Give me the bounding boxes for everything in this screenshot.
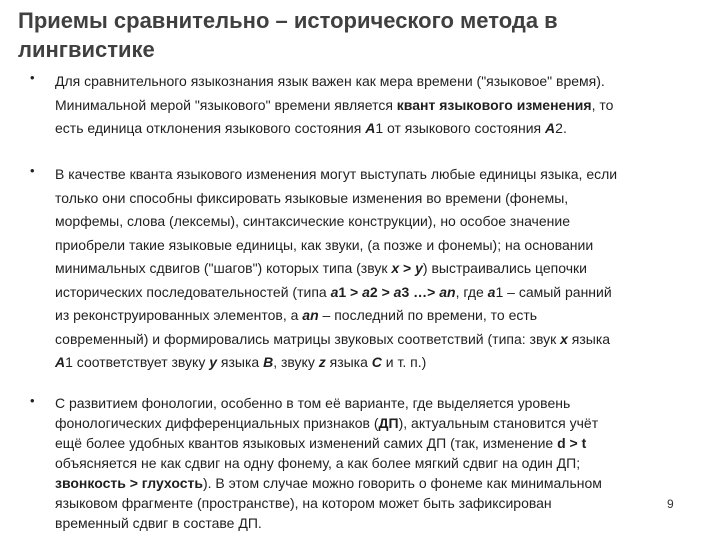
text-line: Минимальной мерой "языкового" времени является квант языкового изменения, то xyxy=(55,96,614,113)
text-line: морфемы, слова (лексемы), синтаксические конструкции), но особое значение xyxy=(55,213,570,229)
text-line: А1 соответствует звуку y языка В, звуку z языка С и т. п.) xyxy=(55,354,427,370)
text-line: приобрели такие языковые единицы, как звуки, (а позже и фонемы); на основании xyxy=(55,236,594,253)
bullet-marker: • xyxy=(30,163,35,178)
bullet-marker: • xyxy=(30,393,35,408)
text-line: С развитием фонологии, особенно в том её варианте, где выделяется уровень xyxy=(55,395,571,411)
text-line: Для сравнительного языкознания язык важен как мера времени ("языковое" время). xyxy=(55,73,605,89)
text-line: В качестве кванта языкового изменения могут выступать любые единицы языка, если xyxy=(55,166,618,182)
text-line: современный) и формировались матрицы звуковых соответствий (типа: звук x языка xyxy=(55,330,611,347)
bullet-text xyxy=(55,393,705,533)
text-line: исторических последовательностей (типа a1 > a2 > a3 …> an, где a1 – самый ранний xyxy=(55,283,612,300)
bullet-text xyxy=(55,70,705,141)
text-line: из реконструированных элементов, а an – последний по времени, то есть xyxy=(55,307,538,323)
slide-title: Приемы сравнительно – исторического метода в лингвистике xyxy=(18,8,558,62)
bullet-text xyxy=(55,163,705,375)
text-line: языковом фрагменте (пространстве), на котором может быть зафиксирован xyxy=(55,495,552,511)
text-line: ещё более удобных квантов языковых изменений самих ДП (так, изменение d > t xyxy=(55,435,587,451)
text-line: есть единица отклонения языкового состояния А1 от языкового состояния А2. xyxy=(55,120,567,136)
text-line: объясняется не как сдвиг на одну фонему, а как более мягкий сдвиг на один ДП; xyxy=(55,455,581,471)
text-line: только они способны фиксировать языковые изменения во времени (фонемы, xyxy=(55,189,569,206)
bullet-marker: • xyxy=(30,70,35,85)
text-line: минимальных сдвигов ("шагов") которых типа (звук x > y) выстраивались цепочки xyxy=(55,260,587,276)
page-number: 9 xyxy=(667,497,674,511)
text-line: звонкость > глухость). В этом случае можно говорить о фонеме как минимальном xyxy=(55,475,602,491)
text-line: временный сдвиг в составе ДП. xyxy=(55,515,262,531)
text-line: фонологических дифференциальных признаков (ДП), актуальным становится учёт xyxy=(55,415,599,431)
